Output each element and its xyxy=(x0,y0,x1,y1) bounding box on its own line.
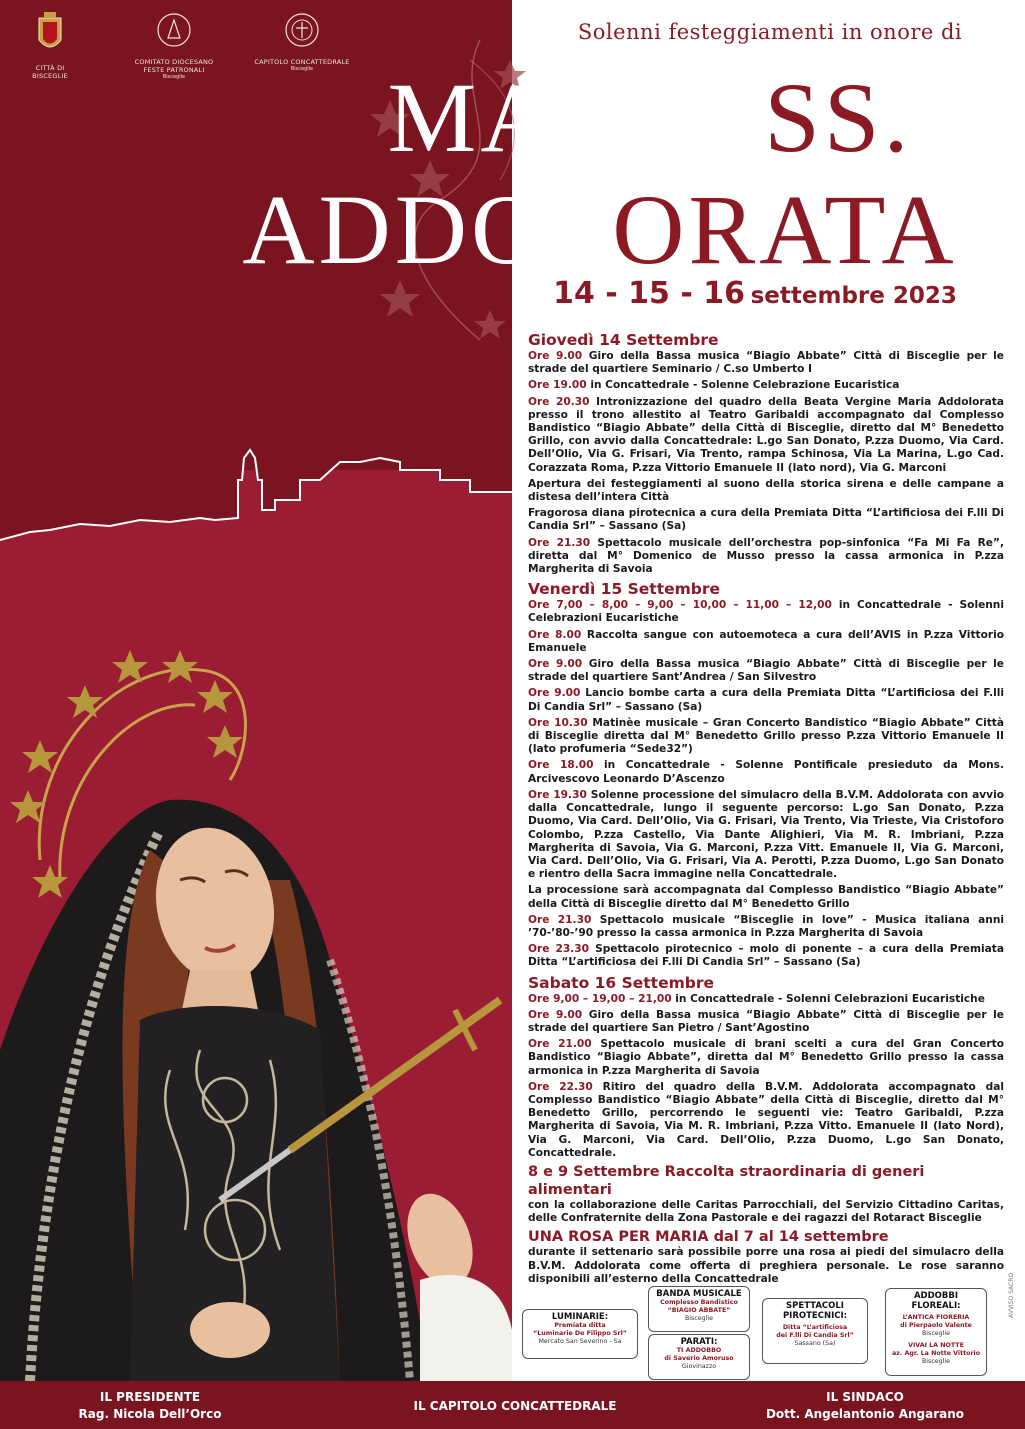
side-note: AVVISO SACRO xyxy=(1008,1272,1015,1318)
program-event xyxy=(528,658,1004,684)
event-text: Matinèe musicale – Gran Concerto Bandistico “Biagio Abbate” Città di Bisceglie diretta dal M° Benedetto Grillo presso P.zza Vittorio Emanuele II (lato profumeria “Sede32”) xyxy=(528,716,1004,756)
program-event xyxy=(528,1038,1004,1078)
event-text: in Concattedrale - Solenne Celebrazione Eucaristica xyxy=(586,379,900,392)
event-days: 14 - 15 - 16 xyxy=(553,276,746,311)
committee-logo-line2: FESTE PATRONALI xyxy=(143,66,205,74)
footer-mayor xyxy=(755,1389,975,1423)
event-time: Ore 21.00 xyxy=(528,1038,592,1051)
city-logo-line2: BISCEGLIE xyxy=(32,72,68,80)
committee-logo-line1: COMITATO DIOCESANO xyxy=(134,58,214,66)
program-event xyxy=(528,629,1004,655)
event-time: Ore 18.00 xyxy=(528,759,594,772)
committee-logo-line3: Bisceglie xyxy=(162,74,186,80)
event-month-year: settembre 2023 xyxy=(750,283,957,309)
event-time: Ore 9,00 – 19,00 – 21,00 xyxy=(528,992,672,1005)
event-time: Ore 23.30 xyxy=(528,943,589,956)
sponsor-heading: SPETTACOLI xyxy=(786,1301,844,1311)
event-time: Ore 9.00 xyxy=(528,658,583,671)
program-event xyxy=(528,350,1004,376)
title-line-2 xyxy=(190,174,1010,285)
footer-bar xyxy=(0,1381,1025,1429)
title-line-1-red: SS. xyxy=(735,62,913,173)
sponsor-line: Mercato San Severino - Sa xyxy=(538,1338,622,1345)
mayor-name: Dott. Angelantonio Angarano xyxy=(765,1407,965,1421)
committee-emblem-icon xyxy=(154,10,194,52)
title-line-2-white: ADDOL xyxy=(242,174,613,285)
sponsor-heading-2: PIROTECNICI: xyxy=(782,1311,848,1321)
city-skyline xyxy=(0,440,512,570)
event-text: in Concattedrale - Solenni Celebrazioni Eucaristiche xyxy=(671,992,985,1005)
event-text: Spettacolo musicale “Bisceglie in love” - Musica italiana anni ’70-’80-’90 presso la cassa armonica in P.zza Margherita di Savoia xyxy=(528,913,1004,939)
sponsor-heading: ADDOBBI FLOREALI: xyxy=(911,1291,961,1311)
event-text: in Concattedrale - Solenni Celebrazioni Eucaristiche xyxy=(528,599,1004,625)
event-time: Ore 21.30 xyxy=(528,536,591,549)
event-text: Giro della Bassa musica “Biagio Abbate” Città di Bisceglie per le strade del quartiere Seminario / C.so Umberto I xyxy=(528,350,1004,376)
event-text: Spettacolo pirotecnico – molo di ponente – a cura della Premiata Ditta “L’artificiosa dei F.lli Di Candia Srl” – Sassano (Sa) xyxy=(528,943,1004,969)
event-time: Ore 8.00 xyxy=(528,628,582,641)
food-collection-text: con la collaborazione delle Caritas Parrocchiali, del Servizio Cittadino Caritas, delle Confraternite della Zona Pastorale e dei ragazzi del Rotaract Bisceglie xyxy=(528,1198,1004,1225)
sponsor-heading: BANDA MUSICALE xyxy=(656,1289,742,1299)
sponsor-box-banda xyxy=(648,1286,750,1332)
sponsor-line: “Luminarie De Filippo Srl” xyxy=(533,1330,627,1337)
sponsor-line: Premiata ditta xyxy=(554,1322,606,1329)
program-event xyxy=(528,717,1004,757)
day-heading: Venerdì 15 Settembre xyxy=(528,580,721,599)
event-time: Ore 10.30 xyxy=(528,716,588,729)
event-text: Raccolta sangue con autoemoteca a cura dell’AVIS in P.zza Vittorio Emanuele xyxy=(528,628,1004,654)
sponsor-line: di Pierpaolo Valente xyxy=(900,1322,972,1329)
city-coat-of-arms-logo xyxy=(22,10,78,80)
program-event xyxy=(528,884,1004,910)
rose-initiative-text: durante il settenario sarà possibile porre una rosa ai piedi del simulacro della B.V.M. Addolorata come offerta di preghiera personale. Le rose saranno disponibili all’esterno della Concattedrale xyxy=(528,1246,1004,1285)
day-heading: Sabato 16 Settembre xyxy=(528,973,715,992)
coat-of-arms-icon xyxy=(33,10,67,58)
title-line-1-white: MARIA xyxy=(387,62,736,173)
sponsor-line: Bisceglie xyxy=(921,1358,951,1365)
event-text: Lancio bombe carta a cura della Premiata Ditta “L’artificiosa dei F.lli Di Candia Srl” – Sassano (Sa) xyxy=(528,687,1004,713)
program-event xyxy=(528,507,1004,533)
program-event xyxy=(528,993,1004,1006)
sponsor-line: VIVAI LA NOTTE xyxy=(908,1342,964,1349)
committee-logo xyxy=(128,10,220,81)
day-heading: Giovedì 14 Settembre xyxy=(528,331,719,349)
event-time: Ore 19.00 xyxy=(528,379,587,392)
sponsor-box-addobbi xyxy=(885,1288,987,1376)
event-time: Ore 22.30 xyxy=(528,1080,593,1093)
sponsor-line: Complesso Bandistico xyxy=(660,1299,738,1306)
city-logo-line1: CITTÀ DI xyxy=(35,64,65,72)
event-text: Fragorosa diana pirotecnica a cura della Premiata Ditta “L’artificiosa dei F.lli Di Candia Srl” – Sassano (Sa) xyxy=(528,507,1004,533)
event-text: Apertura dei festeggiamenti al suono della storica sirena e delle campane a distesa dell’intera Città xyxy=(528,477,1004,504)
event-time: Ore 9.00 xyxy=(528,687,581,700)
program-event xyxy=(528,789,1004,881)
chapter-logo-line2: Bisceglie xyxy=(290,66,314,72)
madonna-addolorata-figure xyxy=(0,630,512,1381)
event-text: Spettacolo musicale dell’orchestra pop-sinfonica “Fa Mi Fa Re”, diretta dal M° Domenico de Musso presso la cassa armonica in P.zza Margherita di Savoia xyxy=(528,536,1004,576)
program-event xyxy=(528,914,1004,940)
sponsor-line: Bisceglie xyxy=(684,1315,714,1322)
event-text: Spettacolo musicale di brani scelti a cura del Gran Concerto Bandistico “Biagio Abbate”, diretta dal M° Benedetto Grillo presso la cassa armonica in P.zza Margherita di Savoia xyxy=(528,1038,1004,1077)
event-text: La processione sarà accompagnata dal Complesso Bandistico “Biagio Abbate” della Città di Bisceglie diretto dal M° Benedetto Grillo xyxy=(528,884,1004,910)
sponsor-line: Sassano (Sa) xyxy=(794,1340,836,1347)
event-text: Solenne processione del simulacro della B.V.M. Addolorata con avvio dalla Concattedrale, lungo il seguente percorso: L.go San Donato, P.zza Duomo, Via Card. Dell’Olio, Via G. Frisari, Via Trento, Via Trieste, Via Cristoforo Colombo, P.zza Castello, Via Dante Alighieri, Via M. R. Imbriani, P.zza Margherita di Savoia, Via G. Marconi, P.zza Vitt. Emanuele II, Via G. Marconi, Via Card. Dell’Olio, Via G. Frisari, Via A. Perotti, P.zza Duomo, L.go San Donato e rientro della Sacra immagine nella Concattedrale. xyxy=(528,788,1004,881)
chapter-logo xyxy=(250,10,354,73)
poster-subtitle: Solenni festeggiamenti in onore di xyxy=(577,20,963,44)
event-time: Ore 7,00 – 8,00 – 9,00 – 10,00 – 11,00 – 12,00 xyxy=(528,599,832,612)
event-text: Ritiro del quadro della B.V.M. Addolorata accompagnato dal Complesso Bandistico “Biagio Abbate” della Città di Bisceglie, diretto dal M° Benedetto Grillo, percorrendo le seguenti vie: Teatro Garibaldi, P.zza Margherita di Savoia, Via M. R. Imbriani, P.zza Vitto. Emanuele II (lato Nord), Via G. Marconi, Via Card. Dell’Olio, P.zza Duomo, L.go San Donato, Concattedrale. xyxy=(528,1080,1004,1159)
footer-chapter: IL CAPITOLO CONCATTEDRALE xyxy=(413,1399,617,1413)
chapter-logo-line1: CAPITOLO CONCATTEDRALE xyxy=(254,58,350,66)
program-event xyxy=(528,1081,1004,1160)
footer-president xyxy=(60,1389,240,1423)
sponsor-line: di Saverio Amoruso xyxy=(664,1355,734,1362)
mayor-title: IL SINDACO xyxy=(826,1390,904,1404)
event-time: Ore 20.30 xyxy=(528,395,590,408)
title-line-2-red: ORATA xyxy=(612,174,958,285)
program-schedule xyxy=(528,328,1004,1289)
sponsor-line: Ditta “L’artificiosa xyxy=(782,1324,848,1331)
event-text: Giro della Bassa musica “Biagio Abbate” Città di Bisceglie per le strade del quartiere San Pietro / Sant’Agostino xyxy=(528,1008,1004,1034)
sponsor-box-spettacoli xyxy=(762,1298,868,1364)
program-event xyxy=(528,379,1004,392)
event-time: Ore 9.00 xyxy=(528,1008,583,1021)
sponsor-heading: PARATI: xyxy=(680,1337,718,1347)
program-event xyxy=(528,599,1004,625)
sponsor-line: az. Agr. La Notte Vittorio xyxy=(891,1350,981,1357)
rose-initiative-heading: UNA ROSA PER MARIA dal 7 al 14 settembre xyxy=(528,1229,889,1246)
program-event xyxy=(528,396,1004,475)
event-text: Giro della Bassa musica “Biagio Abbate” Città di Bisceglie per le strade del quartiere Sant’Andrea / San Silvestro xyxy=(528,658,1004,684)
sponsor-box-luminarie xyxy=(522,1309,638,1359)
sponsor-line: Bisceglie xyxy=(921,1330,951,1337)
program-event xyxy=(528,537,1004,577)
event-time: Ore 19.30 xyxy=(528,788,587,801)
program-event xyxy=(528,478,1004,504)
event-text: in Concattedrale - Solenne Pontificale presieduto da Mons. Arcivescovo Leonardo D’Ascenzo xyxy=(528,759,1004,785)
chapter-seal-icon xyxy=(282,10,322,52)
sponsor-line: Giovinazzo xyxy=(681,1363,717,1370)
event-dates xyxy=(530,276,980,311)
president-name: Rag. Nicola Dell’Orco xyxy=(78,1407,222,1421)
program-event xyxy=(528,1009,1004,1035)
program-event xyxy=(528,687,1004,713)
president-title: IL PRESIDENTE xyxy=(99,1390,201,1404)
program-event xyxy=(528,759,1004,785)
program-event xyxy=(528,943,1004,969)
sponsor-line: dei F.lli Di Candia Srl” xyxy=(776,1332,854,1339)
event-time: Ore 9.00 xyxy=(528,350,583,362)
sponsor-box-parati xyxy=(648,1334,750,1380)
event-text: Intronizzazione del quadro della Beata Vergine Maria Addolorata presso il trono allestito al Teatro Garibaldi accompagnato dal Complesso Bandistico “Biagio Abbate” della Città di Bisceglie, diretto dal M° Benedetto Grillo, con avvio dalla Concattedrale: L.go San Donato, P.zza Duomo, Via Card. Dell’Olio, Via G. Frisari, Via Trento, rampa Schinosa, Via La Marina, L.go Cad. Corazzata Roma, P.zza Vittorio Emanuele II (lato nord), Via G. Marconi xyxy=(528,395,1005,474)
sponsor-line: L’ANTICA FIORERIA xyxy=(902,1314,970,1321)
food-collection-heading: 8 e 9 Settembre Raccolta straordinaria di generi alimentari xyxy=(528,1163,925,1198)
sponsor-heading: LUMINARIE: xyxy=(551,1312,609,1322)
sponsor-line: “BIAGIO ABBATE” xyxy=(667,1307,731,1314)
sponsor-line: TI ADDOBBO xyxy=(676,1347,722,1354)
event-time: Ore 21.30 xyxy=(528,913,592,926)
